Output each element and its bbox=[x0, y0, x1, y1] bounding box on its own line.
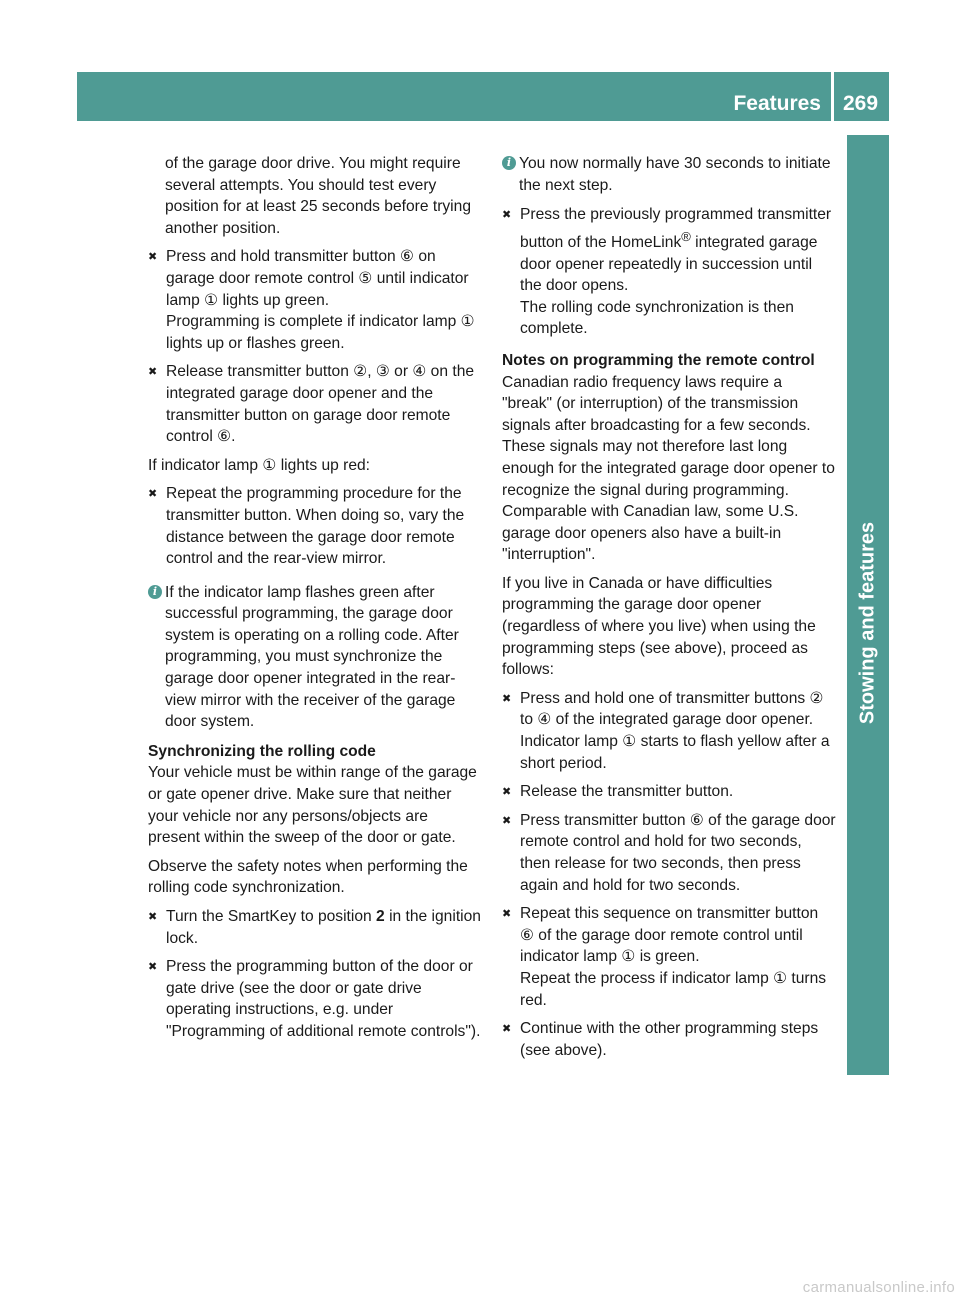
step-text bbox=[520, 204, 836, 297]
step-text-part: Turn the SmartKey to position bbox=[166, 908, 377, 925]
step-text: Release the transmitter button. bbox=[520, 783, 734, 801]
header-divider bbox=[831, 72, 834, 121]
step-hold-transmitter bbox=[148, 246, 482, 354]
step-text: Continue with the other programming steps (see above). bbox=[520, 1020, 819, 1059]
canada-live-text: If you live in Canada or have difficulties programming the garage door opener (regardless of where you live) when using the programming steps (see above), proceed as follows: bbox=[502, 574, 816, 679]
sync-range-text: Your vehicle must be within range of the garage or gate opener drive. Make sure that neither your vehicle nor any persons/objects are present within the sweep of the door or gate. bbox=[148, 764, 477, 847]
step-result: The rolling code synchronization is then complete. bbox=[520, 298, 794, 338]
info-icon: i bbox=[148, 585, 162, 599]
step-text: Repeat this sequence on transmitter button ⑥ of the garage door remote control until indicator lamp ① is green. bbox=[520, 905, 819, 966]
left-column bbox=[148, 153, 482, 1050]
step-arrow-icon: ✖ bbox=[148, 251, 158, 264]
step-arrow-icon: ✖ bbox=[148, 366, 158, 379]
step-arrow-icon: ✖ bbox=[502, 1023, 512, 1036]
step-arrow-icon: ✖ bbox=[502, 692, 512, 705]
step-arrow-icon: ✖ bbox=[502, 209, 512, 222]
position-number: 2 bbox=[376, 908, 385, 925]
intro-text: of the garage door drive. You might require several attempts. You should test every position for at least 25 seconds before trying another position. bbox=[165, 155, 471, 237]
step-turn-smartkey bbox=[148, 906, 482, 949]
step-repeat-sequence bbox=[502, 903, 836, 1011]
step-text-part: integrated garage door opener repeatedly in succession until the door opens. bbox=[520, 233, 818, 295]
step-text-part: in the ignition lock. bbox=[166, 908, 481, 947]
heading-notes-programming: Notes on programming the remote control bbox=[502, 351, 815, 369]
step-hold-one-transmitter bbox=[502, 688, 836, 774]
registered-mark: ® bbox=[681, 228, 691, 244]
info-note-30-seconds bbox=[502, 153, 836, 196]
step-text-part: Press the previously programmed transmitter button of the HomeLink bbox=[520, 206, 832, 251]
step-release-transmitter-button bbox=[502, 781, 836, 803]
right-column bbox=[502, 153, 836, 1068]
step-continue bbox=[502, 1018, 836, 1061]
note-text: You now normally have 30 seconds to initiate the next step. bbox=[519, 155, 831, 194]
step-result: Repeat the process if indicator lamp ① turns red. bbox=[520, 969, 827, 1009]
step-text: Press and hold one of transmitter buttons ② to ④ of the integrated garage door opener. bbox=[520, 689, 824, 729]
step-text: Release transmitter button ②, ③ or ④ on the integrated garage door opener and the transmitter button on garage door remote control ⑥. bbox=[166, 363, 475, 446]
step-result: Indicator lamp ① starts to flash yellow after a short period. bbox=[520, 733, 830, 772]
step-arrow-icon: ✖ bbox=[148, 488, 158, 501]
step-press-programming-button bbox=[148, 956, 482, 1042]
step-text: Press and hold transmitter button ⑥ on garage door remote control ⑤ until indicator lamp ① lights up green. bbox=[166, 248, 469, 309]
step-press-remote-transmitter bbox=[502, 810, 836, 896]
step-release-transmitter bbox=[148, 361, 482, 447]
page-number: 269 bbox=[843, 92, 879, 115]
sync-safety-text: Observe the safety notes when performing the rolling code synchronization. bbox=[148, 857, 468, 897]
page-header bbox=[77, 72, 889, 121]
step-arrow-icon: ✖ bbox=[148, 961, 158, 974]
footer-watermark: carmanualsonline.info bbox=[802, 1279, 955, 1296]
chapter-label: Stowing and features bbox=[856, 521, 879, 725]
section-title: Features bbox=[733, 92, 821, 115]
chapter-side-tab bbox=[847, 135, 889, 1075]
step-repeat-programming bbox=[148, 483, 482, 569]
canada-laws-text: Canadian radio frequency laws require a "break" (or interruption) of the transmission signals after broadcasting for a few seconds. These signals may not therefore last long enough for the integrated garage door opener to recognize the signal during programming. Comparable with Canadian law, some U.S. garage door openers also have a built-in "interruption". bbox=[502, 373, 835, 564]
chapter-marker bbox=[847, 785, 889, 855]
step-text: Press transmitter button ⑥ of the garage door remote control and hold for two seconds, then release for two seconds, then press again and hold for two seconds. bbox=[520, 811, 836, 894]
step-arrow-icon: ✖ bbox=[148, 911, 158, 923]
step-text bbox=[166, 906, 482, 949]
step-arrow-icon: ✖ bbox=[502, 814, 512, 827]
step-text: Press the programming button of the door or gate drive (see the door or gate drive operating instructions, e.g. under "Programming of additional remote controls"). bbox=[166, 958, 481, 1040]
step-text: Repeat the programming procedure for the transmitter button. When doing so, vary the distance between the garage door remote control and the rear-view mirror. bbox=[166, 485, 465, 568]
step-arrow-icon: ✖ bbox=[502, 908, 512, 921]
step-press-homelink bbox=[502, 204, 836, 340]
red-condition-text: If indicator lamp ① lights up red: bbox=[148, 456, 370, 474]
heading-synchronizing: Synchronizing the rolling code bbox=[148, 742, 376, 760]
note-text: If the indicator lamp flashes green after successful programming, the garage door system is operating on a rolling code. After programming, you must synchronize the garage door opener integrated in the rear-view mirror with the receiver of the garage door system. bbox=[165, 583, 459, 731]
info-note-rolling-code bbox=[148, 582, 482, 733]
info-icon: i bbox=[502, 156, 516, 170]
step-result: Programming is complete if indicator lamp ① lights up or flashes green. bbox=[166, 313, 475, 352]
step-arrow-icon: ✖ bbox=[502, 786, 512, 799]
